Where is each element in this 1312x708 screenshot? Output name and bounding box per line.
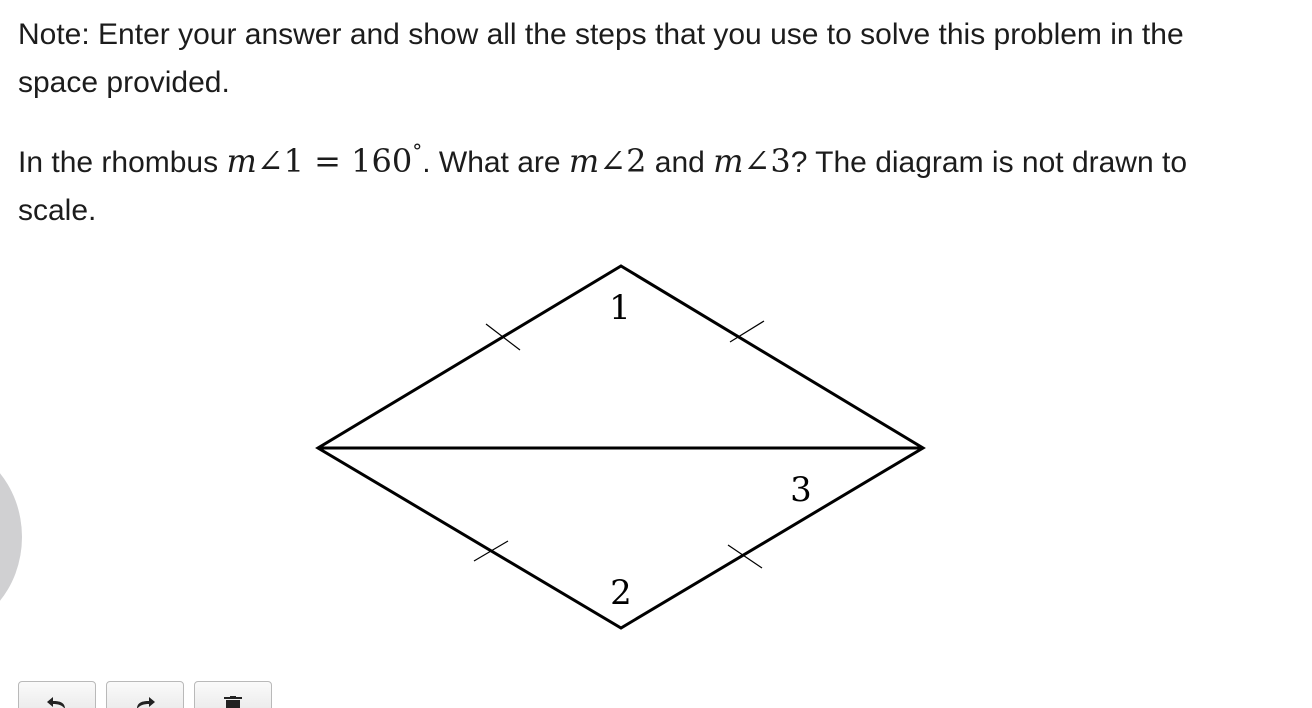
undo-button[interactable]: [18, 681, 96, 708]
side-panel-handle[interactable]: [0, 442, 22, 632]
question-suffix: ? The diagram is not drawn to scale.: [18, 146, 1188, 227]
question-middle: . What are: [422, 146, 569, 179]
rhombus-diagram: [300, 252, 940, 644]
undo-icon: [45, 696, 69, 708]
angle-3-expression: m∠3: [713, 142, 791, 180]
question-text: [18, 127, 1218, 235]
angle-label-3: 3: [790, 470, 812, 510]
delete-button[interactable]: [194, 681, 272, 708]
redo-button[interactable]: [106, 681, 184, 708]
angle-label-2: 2: [610, 573, 632, 613]
question-prefix: In the rhombus: [18, 146, 227, 179]
angle-1-expression: m∠1 = 160°: [226, 139, 423, 180]
instruction-note: Note: Enter your answer and show all the steps that you use to solve this problem in the space provided.: [18, 18, 1184, 99]
tick-mark-upper-left: [486, 324, 520, 350]
redo-icon: [133, 696, 157, 708]
angle-label-1: 1: [609, 288, 631, 328]
trash-icon: [221, 696, 245, 708]
question-and: and: [646, 146, 714, 179]
tick-mark-upper-right: [730, 321, 764, 342]
angle-2-expression: m∠2: [568, 142, 647, 180]
